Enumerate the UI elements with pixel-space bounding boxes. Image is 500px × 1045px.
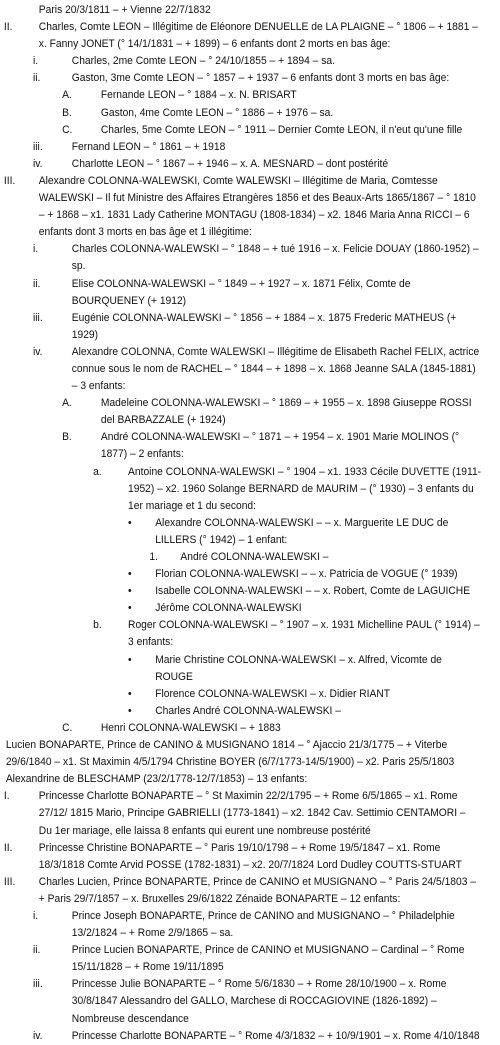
entry-text: Prince Lucien BONAPARTE, Prince de CANINO et MUSIGNANO – Cardinal – ° Rome 15/11/1828 – + Rome 19/11/1895 [71,944,465,974]
entry-number: iv. [32,1029,43,1042]
genealogy-entry [6,566,481,583]
genealogy-entry [6,87,481,104]
genealogy-entry [6,976,481,1027]
entry-number: iii. [32,311,43,324]
entry-number: a. [93,465,102,478]
genealogy-entry [6,429,481,463]
entry-text: Isabelle COLONNA-WALEWSKI – – x. Robert, Comte de LAGUICHE [155,585,471,598]
entry-number: II. [3,21,13,34]
entry-number: • [128,653,132,666]
entry-text: Alexandre COLONNA-WALEWSKI – – x. Marguerite LE DUC de LILLERS (° 1942) – 1 enfant: [155,516,449,546]
entry-text: Roger COLONNA-WALEWSKI – ° 1907 – x. 1931 Michelline PAUL (° 1914) – 3 enfants: [128,619,480,649]
genealogy-entry [6,464,481,515]
entry-text: Charles, 5me Comte LEON – ° 1911 – Dernier Comte LEON, il n'eut qu'une fille [100,123,463,136]
genealogy-entry [6,737,481,788]
genealogy-entry [3,19,481,53]
genealogy-entry [6,549,481,566]
entry-text: Eugénie COLONNA-WALEWSKI – ° 1856 – + 1884 – x. 1875 Frederic MATHEUS (+ 1929) [71,311,457,341]
genealogy-entry [6,122,481,139]
entry-number: • [128,585,132,598]
entry-text: Antoine COLONNA-WALEWSKI – ° 1904 – x1. 1933 Cécile DUVETTE (1911-1952) – x2. 1960 Solange BERNARD de MAURIM – (° 1930) – 3 enfants du 1er mariage et 1 du second: [128,465,482,512]
entry-text: Princesse Julie BONAPARTE – ° Rome 5/6/1830 – + Rome 28/10/1900 – x. Rome 30/8/1847 Alessandro del GALLO, Marchese di ROCCAGIOVINE (1826-1892) – Nombreuse descendance [71,978,447,1025]
genealogy-entry [6,617,481,651]
entry-text: Fernand LEON – ° 1861 – + 1918 [71,140,226,153]
genealogy-entry [6,105,481,122]
entry-text: Charlotte LEON – ° 1867 – + 1946 – x. A. MESNARD – dont postérité [71,157,389,170]
genealogy-entry [6,276,481,310]
entry-number: i. [32,909,39,922]
genealogy-entry [6,583,481,600]
genealogy-entry [6,942,481,976]
entry-number: iv. [32,345,43,358]
genealogy-entry [6,652,481,686]
entry-text: Madeleine COLONNA-WALEWSKI – ° 1869 – + 1955 – x. 1898 Giuseppe ROSSI del BARBAZZALE (+ 1924) [100,397,472,427]
entry-text: Charles Lucien, Prince BONAPARTE, Prince de CANINO et MUSIGNANO – ° Paris 24/5/1803 – + Paris 29/7/1857 – x. Bruxelles 29/6/1822 Zénaide BONAPARTE – 12 enfants: [38,875,477,905]
entry-number: b. [93,619,102,632]
entry-number: III. [3,875,16,888]
entry-number: B. [62,431,72,444]
entry-number: C. [62,721,73,734]
entry-text: Paris 20/3/1811 – + Vienne 22/7/1832 [38,4,211,16]
entry-text: Princesse Charlotte BONAPARTE – ° St Maximin 22/2/1795 – + Rome 6/5/1865 – x1. Rome 27/12/ 1815 Mario, Principe GABRIELLI (1773-1841) – x2. 1842 Cav. Settimio CENTAMORI – Du 1er mariage, elle laissa 8 enfants qui eurent une nombreuse postérité [38,790,466,837]
entry-text: Charles, 2me Comte LEON – ° 24/10/1855 – + 1894 – sa. [71,55,335,68]
entry-number: B. [62,106,72,119]
entry-text: Jérôme COLONNA-WALEWSKI [155,602,302,615]
genealogy-entry [6,156,481,173]
entry-text: André COLONNA-WALEWSKI – [180,551,329,563]
entry-text: Lucien BONAPARTE, Prince de CANINO & MUSIGNANO 1814 – ° Ajaccio 21/3/1775 – + Viterbe 29/6/1840 – x1. St Maximin 4/5/1794 Christine BOYER (6/7/1773-14/5/1900) – x2. Paris 25/5/1803 Alexandrine de BLESCHAMP (23/2/1778-12/7/1853) – 13 enfants: [5,739,455,786]
entry-text: Elise COLONNA-WALEWSKI – ° 1849 – + 1927 – x. 1871 Félix, Comte de BOURQUENEY (+ 1912) [71,277,411,307]
entry-number: ii. [32,277,41,290]
genealogy-entry [6,686,481,703]
entry-number: • [128,602,132,615]
genealogy-entry [6,53,481,70]
entry-text: Gaston, 3me Comte LEON – ° 1857 – + 1937 – 6 enfants dont 3 morts en bas âge: [71,72,450,85]
entry-text: Florian COLONNA-WALEWSKI – – x. Patricia de VOGUE (° 1939) [155,568,458,581]
genealogy-entry [6,703,481,720]
genealogy-entry [6,908,481,942]
entry-text: Princesse Charlotte BONAPARTE – ° Rome 4/3/1832 – + 10/9/1901 – x. Rome 4/10/1848 [71,1029,480,1042]
entry-number: ii. [32,72,41,85]
genealogy-entry [6,310,481,344]
entry-number: iv. [32,157,43,170]
genealogy-entry [3,840,481,874]
entry-text: Alexandre COLONNA-WALEWSKI, Comte WALEWSKI – Illégitime de Maria, Comtesse WALEWSKI – Il fut Ministre des Affaires Etrangères 1856 et des Beaux-Arts 1865/1867 – ° 1810 – + 1868 – x1. 1831 Lady Catherine MONTAGU (1808-1834) – x2. 1846 Maria Anna RICCI – 6 enfants dont 3 morts en bas âge et 1 illégitime: [38,174,476,239]
entry-number: I. [3,790,10,803]
entry-text: Marie Christine COLONNA-WALEWSKI – x. Alfred, Vicomte de ROUGE [155,653,442,683]
entry-text: Charles COLONNA-WALEWSKI – ° 1848 – + tué 1916 – x. Felicie DOUAY (1860-1952) – sp. [71,243,479,273]
entry-number: 1. [149,551,158,563]
genealogy-entry [6,1028,481,1045]
entry-number: ii. [32,944,41,957]
entry-text: Prince Joseph BONAPARTE, Prince de CANINO and MUSIGNANO – ° Philadelphie 13/2/1824 – + Rome 2/9/1865 – sa. [71,909,455,940]
entry-text: Fernande LEON – ° 1884 – x. N. BRISART [100,89,297,102]
genealogy-entry [3,173,481,241]
genealogy-entry [3,788,481,839]
entry-text: Princesse Christine BONAPARTE – ° Paris 19/10/1798 – + Rome 19/5/1847 – x1. Rome 18/3/1818 Comte Arvid POSSE (1782-1831) – x2. 20/7/1824 Lord Dudley COUTTS-STUART [38,841,462,871]
genealogy-entry [6,2,481,19]
entry-text: Charles André COLONNA-WALEWSKI – [155,704,341,717]
entry-text: Charles, Comte LEON – Illégitime de Eléonore DENUELLE de LA PLAIGNE – ° 1806 – + 1881 – x. Fanny JONET (° 14/1/1831 – + 1899) – 6 enfants dont 2 morts en bas âge: [38,21,478,51]
entry-number: • [128,568,132,581]
entry-text: André COLONNA-WALEWSKI – ° 1871 – + 1954 – x. 1901 Marie MOLINOS (° 1877) – 2 enfants: [100,431,460,461]
entry-number: II. [3,841,13,854]
genealogy-entry [6,70,481,87]
entry-number: C. [62,123,73,136]
entry-number: • [128,704,132,717]
entry-text: Florence COLONNA-WALEWSKI – x. Didier RIANT [155,687,391,700]
entry-number: • [128,687,132,700]
entry-number: iii. [32,978,43,991]
entry-text: Henri COLONNA-WALEWSKI – + 1883 [100,721,281,734]
genealogy-entry [6,344,481,395]
genealogy-entry [6,600,481,617]
entry-number: i. [32,243,39,256]
entry-number: III. [3,174,16,187]
entry-number: A. [62,89,72,102]
entry-number: • [128,516,132,529]
entry-text: Alexandre COLONNA, Comte WALEWSKI – Illégitime de Elisabeth Rachel FELIX, actrice connue sous le nom de RACHEL – ° 1844 – + 1898 – x. 1868 Jeanne SALA (1845-1881) – 3 enfants: [71,345,480,393]
genealogy-entry [6,139,481,156]
genealogy-entry [6,720,481,737]
genealogy-entry [3,874,481,908]
genealogy-entry [6,395,481,429]
entry-number: A. [62,397,72,410]
genealogy-entry [6,515,481,549]
entry-text: Gaston, 4me Comte LEON – ° 1886 – + 1976 – sa. [100,106,334,119]
entry-number: iii. [32,140,43,153]
entry-number: i. [32,55,39,68]
genealogy-entry [6,241,481,275]
